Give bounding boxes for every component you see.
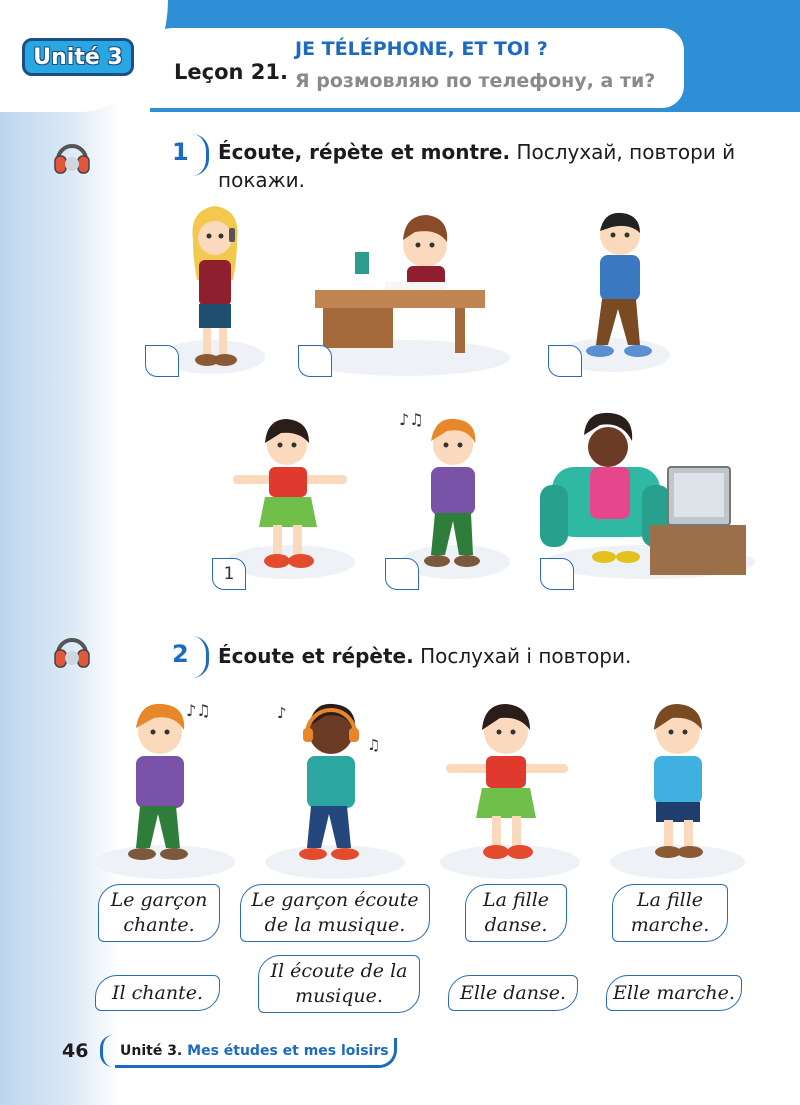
girl-dancing-illustration [225, 405, 355, 580]
sentence-bubble: Il chante. [95, 975, 220, 1011]
headphones-icon[interactable] [52, 138, 92, 176]
boy-walking-illustration [570, 205, 665, 365]
lesson-title-box [150, 28, 684, 108]
footer-bracket [100, 1035, 113, 1067]
boy-singing-illustration [110, 690, 220, 870]
exercise-1-number: 1 [162, 134, 212, 176]
sentence-bubble: Il écoute de la musique. [258, 955, 420, 1013]
answer-box-2[interactable] [298, 345, 332, 377]
answer-box-6[interactable] [540, 558, 574, 590]
exercise-1-instruction: Écoute, répète et montre. Послухай, повтори й покажи. [218, 140, 736, 192]
svg-text:♫: ♫ [367, 736, 381, 754]
sentence-bubble: Le garçon écoute de la musique. [240, 884, 430, 942]
answer-box-3[interactable] [548, 345, 582, 377]
exercise-2-instruction: Écoute et répète. Послухай і повтори. [218, 644, 632, 668]
girl-walking-illustration [620, 690, 735, 870]
headphones-icon[interactable] [52, 632, 92, 670]
footer-title: Unité 3. Mes études et mes loisirs [120, 1043, 389, 1059]
lesson-number: Leçon 21. [174, 60, 288, 84]
sentence-bubble: Elle marche. [606, 975, 742, 1011]
answer-box-4[interactable]: 1 [212, 558, 246, 590]
unit-badge: Unité 3 [22, 38, 134, 76]
girl-dancing-illustration [440, 690, 575, 870]
boy-listening-music-illustration [275, 690, 390, 870]
sentence-bubble: Elle danse. [448, 975, 578, 1011]
boy-singing-illustration [395, 405, 505, 580]
sentence-bubble: La fille marche. [612, 884, 728, 942]
girl-on-phone-illustration [175, 200, 255, 375]
lesson-title-ukrainian: Я розмовляю по телефону, а ти? [295, 70, 656, 92]
boy-writing-at-desk-illustration [315, 200, 495, 365]
girl-watching-tv-illustration [540, 405, 750, 585]
page-number: 46 [62, 1040, 89, 1062]
sentence-bubble: Le garçon chante. [98, 884, 220, 942]
svg-text:♪♫: ♪♫ [399, 410, 424, 429]
sentence-bubble: La fille danse. [465, 884, 567, 942]
lesson-title-french: JE TÉLÉPHONE, ET TOI ? [295, 38, 548, 60]
svg-text:♪♫: ♪♫ [186, 701, 211, 720]
exercise-2-number: 2 [162, 636, 212, 678]
answer-box-1[interactable] [145, 345, 179, 377]
answer-box-5[interactable] [385, 558, 419, 590]
svg-text:♪: ♪ [277, 704, 287, 722]
